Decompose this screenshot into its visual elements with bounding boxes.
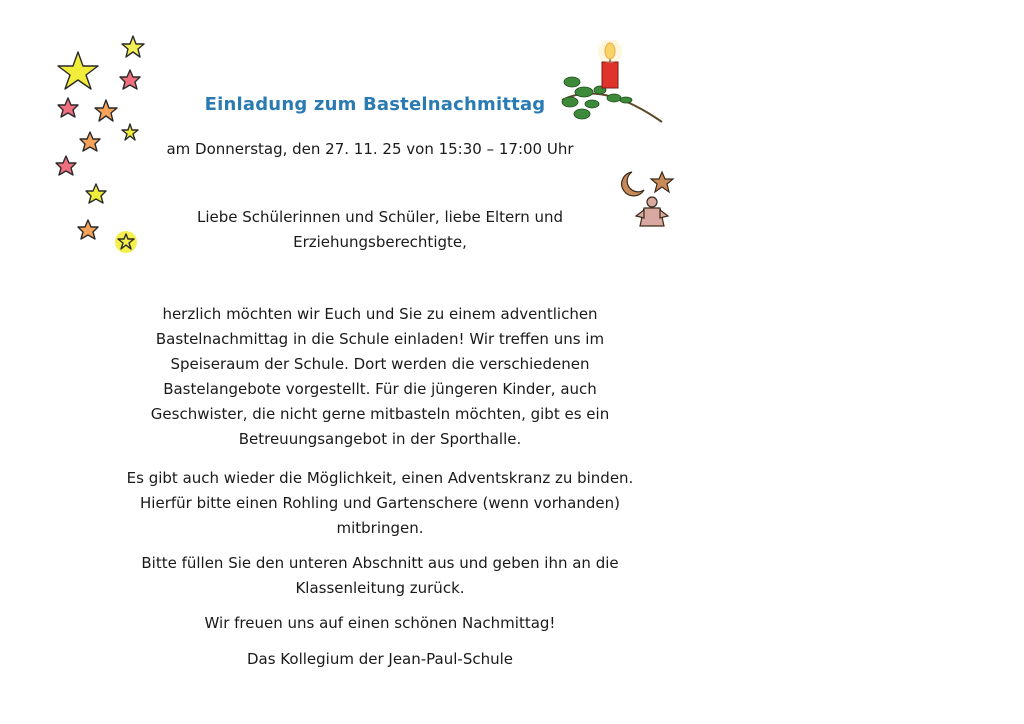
star-icon	[122, 124, 138, 140]
text-line: mitbringen.	[336, 519, 424, 537]
greeting-line: Liebe Schülerinnen und Schüler, liebe Eltern und	[196, 208, 564, 226]
text-line: Betreuungsangebot in der Sporthalle.	[238, 430, 522, 448]
greeting-line: Erziehungsberechtigte,	[293, 233, 467, 251]
star-icon	[78, 220, 98, 239]
greeting	[120, 205, 640, 255]
text-line: Klassenleitung zurück.	[295, 579, 465, 597]
text-line: Hierfür bitte einen Rohling und Gartenschere (wenn vorhanden)	[140, 494, 620, 512]
paragraph-return-slip	[110, 551, 650, 601]
star-icon	[86, 184, 106, 203]
text-line: Speiseraum der Schule. Dort werden die verschiedenen	[170, 355, 590, 373]
star-icon	[120, 70, 140, 89]
angel-icon	[636, 197, 668, 226]
candle-icon	[552, 40, 668, 132]
text-line: Es gibt auch wieder die Möglichkeit, einen Adventskranz zu binden.	[126, 469, 634, 487]
star-icon	[651, 172, 673, 192]
moon-icon	[622, 172, 644, 196]
star-icon	[122, 36, 144, 57]
text-line: Bastelnachmittag in die Schule einladen! Wir treffen uns im	[155, 330, 605, 348]
star-icon	[58, 52, 98, 89]
star-icon	[56, 156, 76, 175]
page-title: Einladung zum Bastelnachmittag	[204, 94, 546, 115]
text-line: Bitte füllen Sie den unteren Abschnitt aus und geben ihn an die	[141, 554, 619, 572]
paragraph-invitation	[110, 302, 650, 452]
star-icon	[80, 132, 100, 151]
star-icon	[58, 98, 78, 117]
text-line: Geschwister, die nicht gerne mitbasteln möchten, gibt es ein	[150, 405, 610, 423]
text-line: herzlich möchten wir Euch und Sie zu einem adventlichen	[162, 305, 598, 323]
paragraph-adventskranz	[100, 466, 660, 541]
date-line: am Donnerstag, den 27. 11. 25 von 15:30 – 17:00 Uhr	[166, 140, 574, 158]
signature: Das Kollegium der Jean-Paul-Schule	[246, 650, 513, 668]
text-line: Bastelangebote vorgestellt. Für die jüngeren Kinder, auch	[163, 380, 597, 398]
closing-line: Wir freuen uns auf einen schönen Nachmittag!	[204, 614, 556, 632]
star-icon	[95, 100, 117, 121]
